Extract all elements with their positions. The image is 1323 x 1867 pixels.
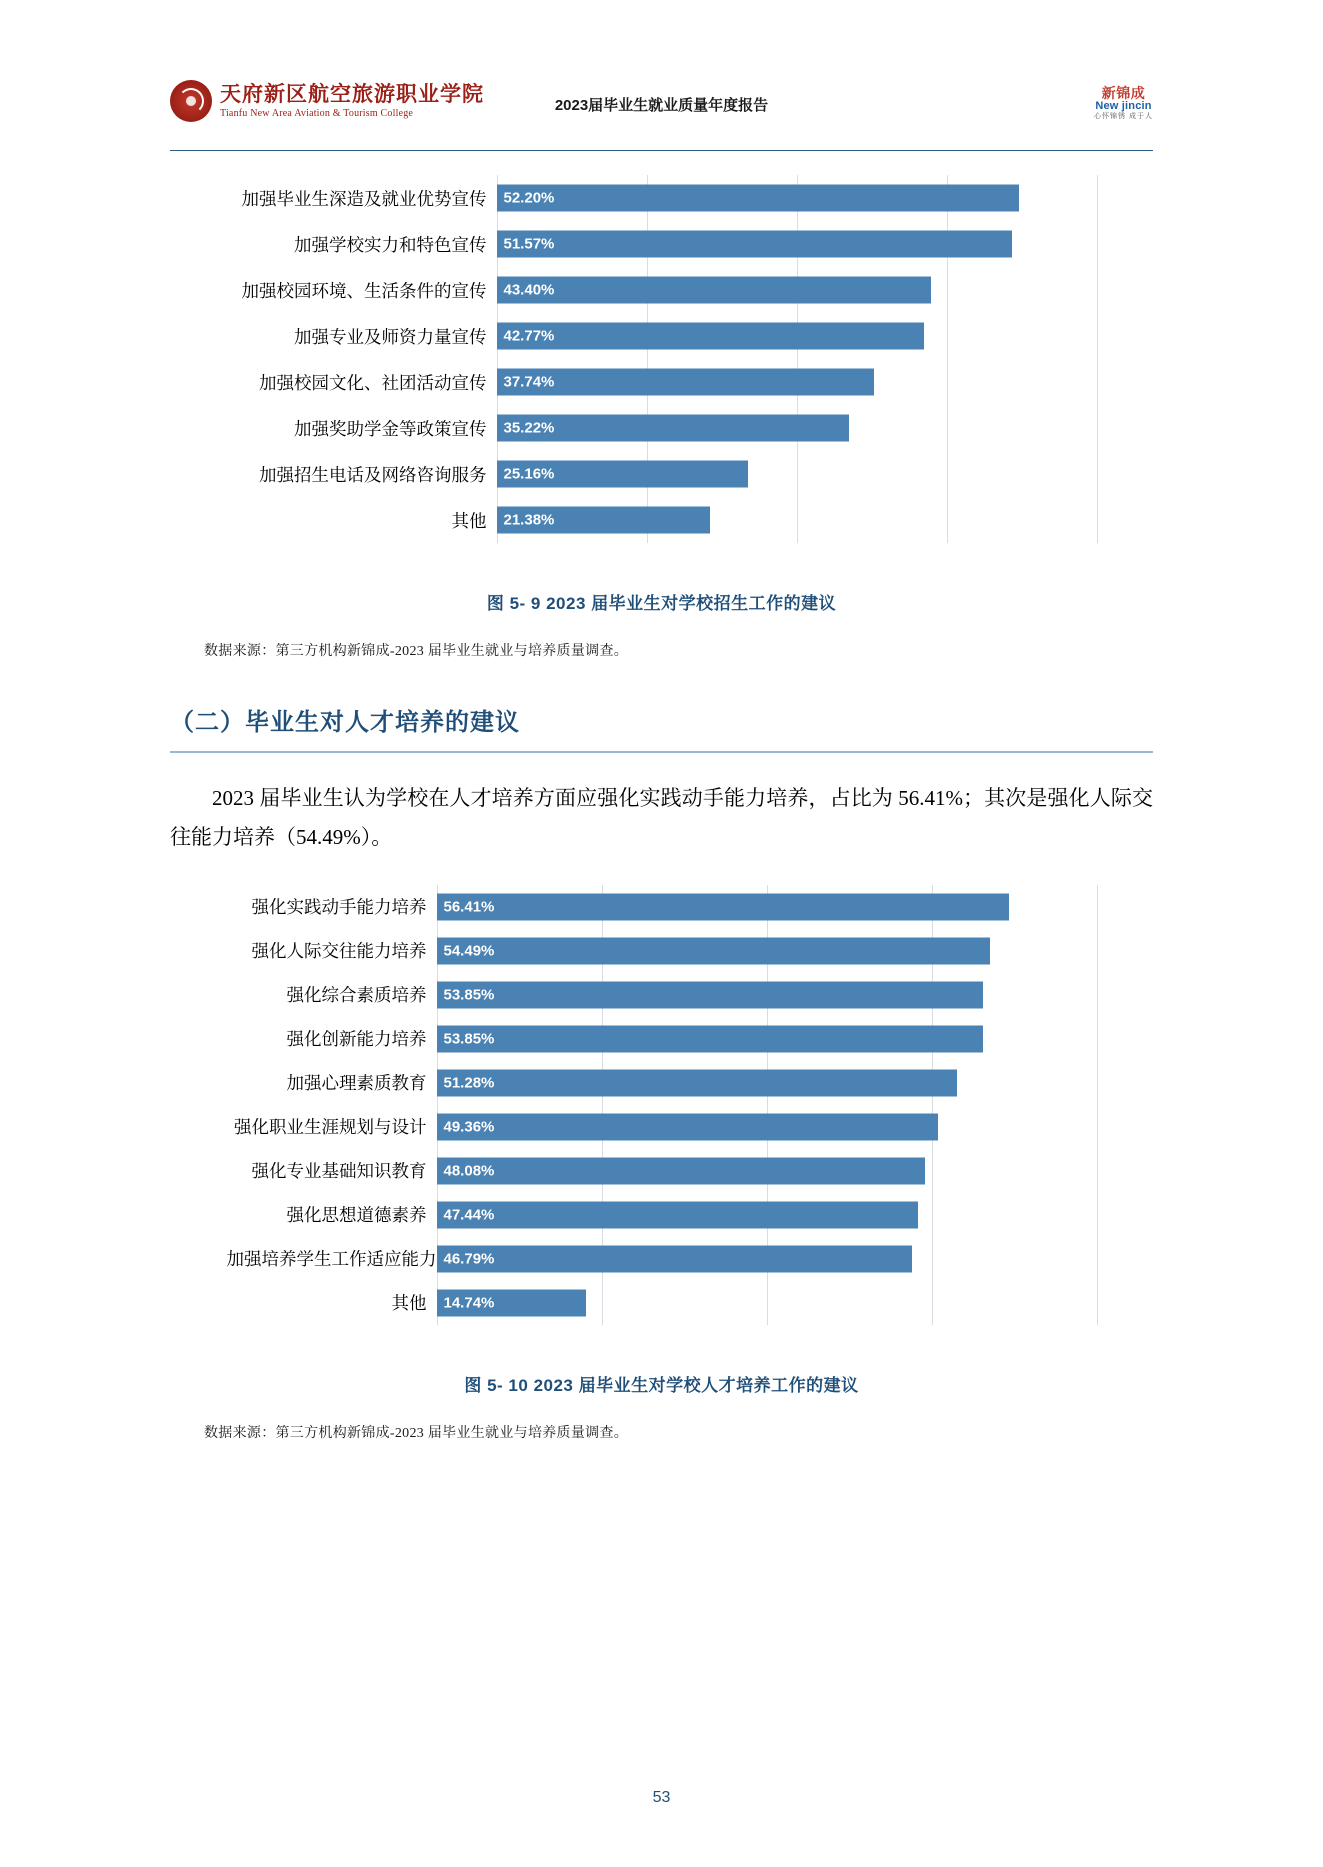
- chart-bar-value: 49.36%: [443, 1118, 495, 1136]
- chart-bar-track: [437, 1149, 1097, 1193]
- chart-category-label: 强化实践动手能力培养: [251, 897, 427, 918]
- chart-bar-track: [437, 1237, 1097, 1281]
- chart-bar-track: [437, 1017, 1097, 1061]
- chart-bar-value: 53.85%: [443, 1030, 495, 1048]
- chart-category-label: 加强学校实力和特色宣传: [294, 234, 487, 255]
- chart-category-label: 强化职业生涯规划与设计: [234, 1117, 427, 1138]
- chart-bar: [437, 1245, 912, 1272]
- chart-bar-track: [497, 405, 1097, 451]
- partner-slogan: 心怀锦锈 成于人: [1094, 113, 1153, 121]
- chart-bar-track: [437, 1061, 1097, 1105]
- chart-bar: [437, 1025, 984, 1052]
- college-name-en: Tianfu New Area Aviation & Tourism College: [220, 108, 414, 120]
- chart-bar-value: 21.38%: [503, 511, 555, 529]
- chart-bar-track: [437, 1281, 1097, 1325]
- chart-bar: [437, 1157, 925, 1184]
- chart-bar-value: 35.22%: [503, 419, 555, 437]
- chart-bar-track: [497, 359, 1097, 405]
- chart-bar: [497, 185, 1019, 212]
- chart-bar: [497, 277, 931, 304]
- chart-bar-row: [227, 1193, 1097, 1237]
- chart-bar: [437, 1069, 958, 1096]
- chart-admissions-suggestions: [227, 175, 1097, 543]
- partner-name-en: New jincin: [1095, 99, 1152, 112]
- chart-bar-value: 46.79%: [443, 1250, 495, 1268]
- chart-gridline: [1097, 885, 1098, 1325]
- chart-bar-value: 51.28%: [443, 1074, 495, 1092]
- figure-caption-5-9: 图 5- 9 2023 届毕业生对学校招生工作的建议: [486, 594, 837, 613]
- chart-bar-value: 53.85%: [443, 986, 495, 1004]
- chart-bar-track: [437, 973, 1097, 1017]
- chart-bar-track: [497, 267, 1097, 313]
- chart-bar: [437, 1289, 587, 1316]
- chart-bar-value: 42.77%: [503, 327, 555, 345]
- chart-category-label: 加强校园环境、生活条件的宣传: [241, 280, 487, 301]
- chart-bar-value: 51.57%: [503, 235, 555, 253]
- chart-bar-value: 37.74%: [503, 373, 555, 391]
- chart-bar: [437, 893, 1010, 920]
- chart-bar-value: 14.74%: [443, 1294, 495, 1312]
- college-logo: [170, 80, 484, 122]
- chart-bar: [497, 231, 1013, 258]
- chart-bar-value: 48.08%: [443, 1162, 495, 1180]
- chart-category-label: 强化综合素质培养: [286, 985, 427, 1006]
- chart-bar-row: [227, 1017, 1097, 1061]
- chart-bars-area: [227, 885, 1097, 1325]
- chart-bar-row: [227, 1237, 1097, 1281]
- college-name-cn: 天府新区航空旅游职业学院: [220, 81, 484, 106]
- chart-bar-row: [227, 359, 1097, 405]
- chart-bar-track: [437, 885, 1097, 929]
- chart-bar: [437, 937, 990, 964]
- chart-bar: [437, 1201, 919, 1228]
- chart-bar-value: 54.49%: [443, 942, 495, 960]
- chart-bar-value: 25.16%: [503, 465, 555, 483]
- chart-bar-value: 56.41%: [443, 898, 495, 916]
- figure-caption-5-10: 图 5- 10 2023 届毕业生对学校人才培养工作的建议: [464, 1375, 859, 1395]
- chart-category-label: 强化人际交往能力培养: [251, 941, 427, 962]
- chart-bar-track: [497, 175, 1097, 221]
- chart-bar-track: [497, 313, 1097, 359]
- document-title: 2023届毕业生就业质量年度报告: [554, 97, 769, 114]
- chart-bar-row: [227, 451, 1097, 497]
- chart-bar: [437, 981, 984, 1008]
- chart-bar-track: [437, 929, 1097, 973]
- chart-bar-row: [227, 175, 1097, 221]
- chart-bar-row: [227, 1061, 1097, 1105]
- chart-bar-row: [227, 267, 1097, 313]
- chart-category-label: 加强招生电话及网络咨询服务: [259, 464, 487, 485]
- page-header: [170, 72, 1153, 151]
- chart-bar-row: [227, 973, 1097, 1017]
- figure-source-5-9: 数据来源：第三方机构新锦成-2023 届毕业生就业与培养质量调查。: [204, 644, 629, 659]
- chart-bar: [437, 1113, 938, 1140]
- chart-bar-row: [227, 929, 1097, 973]
- partner-logo: [1094, 86, 1153, 121]
- chart-category-label: 强化思想道德素养: [286, 1205, 427, 1226]
- chart-bar-row: [227, 1105, 1097, 1149]
- chart-bars-area: [227, 175, 1097, 543]
- chart-category-label: 加强培养学生工作适应能力: [226, 1249, 437, 1270]
- chart-category-label: 强化专业基础知识教育: [251, 1161, 427, 1182]
- chart-bar-value: 47.44%: [443, 1206, 495, 1224]
- section-paragraph: 2023 届毕业生认为学校在人才培养方面应强化实践动手能力培养，占比为 56.41%；其次是强化人际交往能力培养（54.49%）。: [170, 786, 1153, 849]
- chart-bar-row: [227, 221, 1097, 267]
- chart-category-label: 加强校园文化、社团活动宣传: [259, 372, 487, 393]
- section-divider: [170, 751, 1153, 753]
- chart-category-label: 强化创新能力培养: [286, 1029, 427, 1050]
- figure-source-5-10: 数据来源：第三方机构新锦成-2023 届毕业生就业与培养质量调查。: [204, 1425, 629, 1441]
- document-page: [0, 72, 1323, 1867]
- chart-bar-row: [227, 405, 1097, 451]
- section-heading: （二）毕业生对人才培养的建议: [170, 709, 520, 736]
- chart-category-label: 加强奖助学金等政策宣传: [294, 418, 487, 439]
- chart-bar: [497, 369, 874, 396]
- chart-bar-value: 52.20%: [503, 189, 555, 207]
- chart-gridline: [1097, 175, 1098, 543]
- chart-category-label: 加强毕业生深造及就业优势宣传: [241, 188, 487, 209]
- chart-category-label: 加强专业及师资力量宣传: [294, 326, 487, 347]
- chart-bar-track: [437, 1105, 1097, 1149]
- chart-talent-training-suggestions: [227, 885, 1097, 1325]
- chart-category-label: 其他: [451, 510, 487, 531]
- chart-bar: [497, 461, 749, 488]
- chart-bar: [497, 507, 711, 534]
- college-logo-text: [220, 83, 484, 119]
- chart-bar-track: [497, 497, 1097, 543]
- chart-bar-track: [497, 451, 1097, 497]
- partner-name-cn: 新锦成: [1101, 85, 1146, 101]
- chart-category-label: 加强心理素质教育: [286, 1073, 427, 1094]
- chart-bar-row: [227, 1281, 1097, 1325]
- chart-bar-value: 43.40%: [503, 281, 555, 299]
- chart-bar: [497, 415, 849, 442]
- chart-bar-row: [227, 1149, 1097, 1193]
- chart-bar-track: [437, 1193, 1097, 1237]
- college-seal-icon: [170, 80, 212, 122]
- chart-bar-row: [227, 497, 1097, 543]
- chart-bar-row: [227, 313, 1097, 359]
- chart-bar-track: [497, 221, 1097, 267]
- page-number: 53: [652, 1789, 671, 1806]
- chart-bar: [497, 323, 925, 350]
- chart-bar-row: [227, 885, 1097, 929]
- chart-category-label: 其他: [391, 1293, 427, 1314]
